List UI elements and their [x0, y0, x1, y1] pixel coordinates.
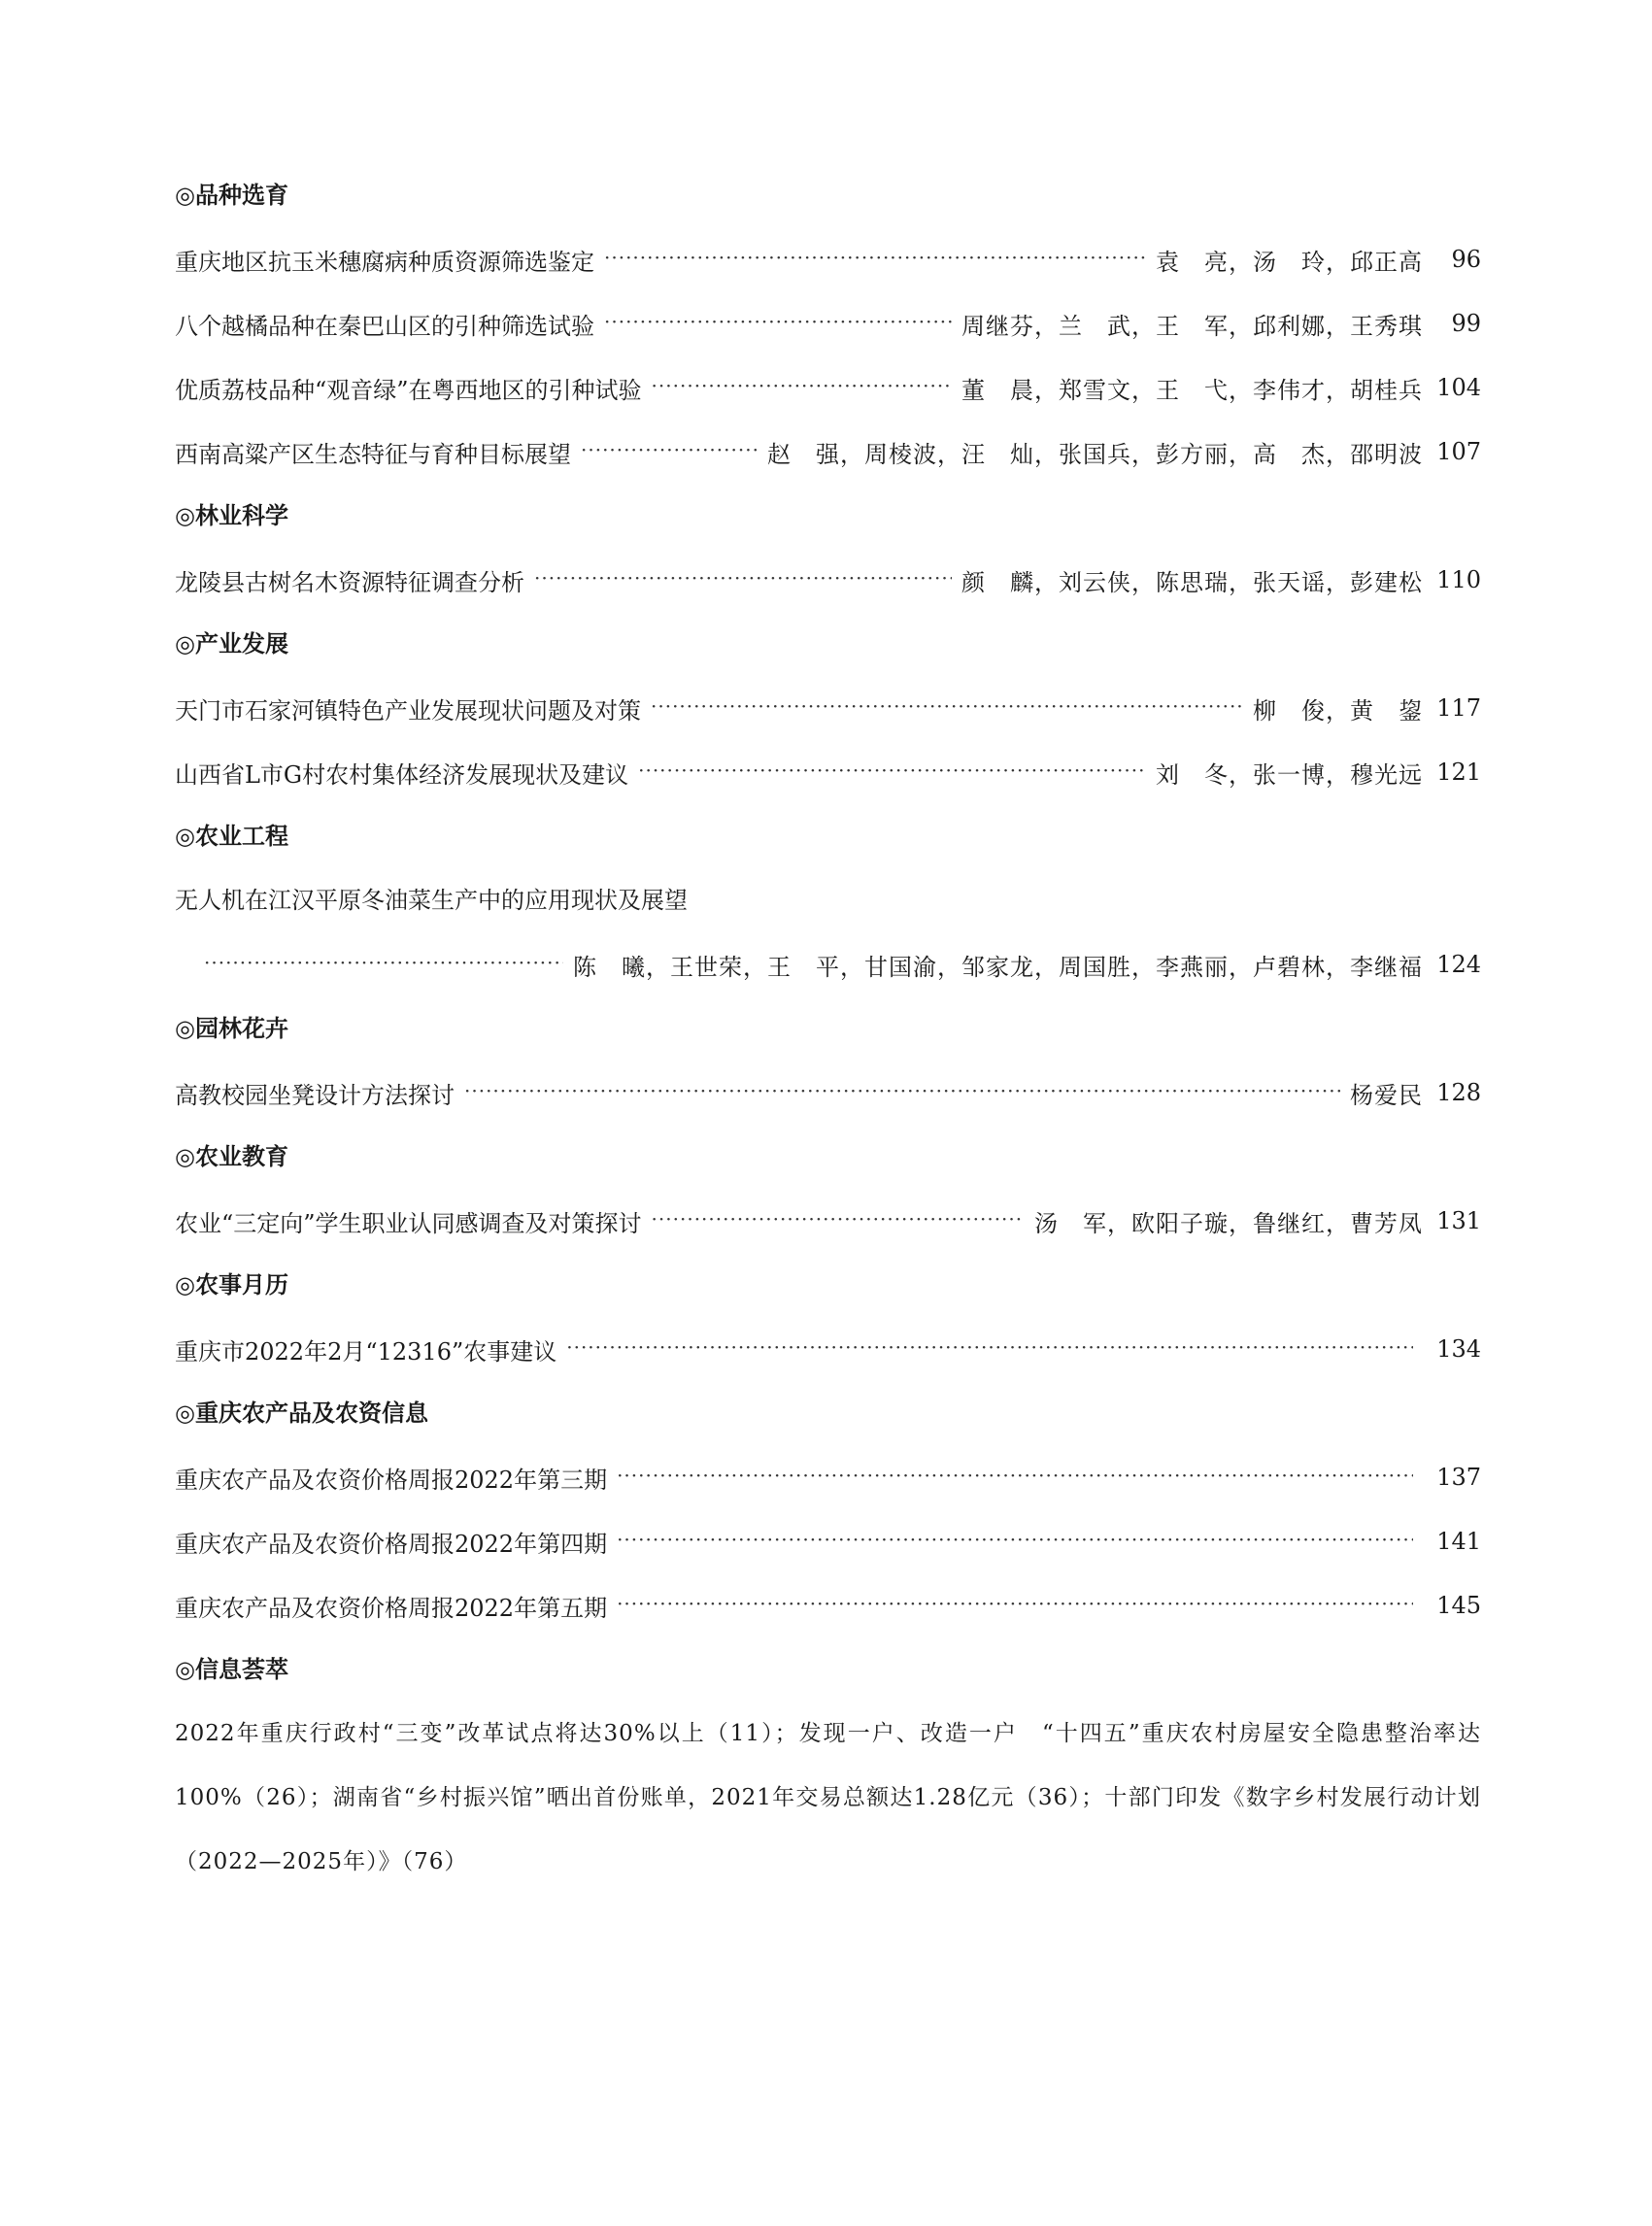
entry-title: 重庆市2022年2月“12316”农事建议 — [175, 1337, 557, 1366]
section-heading-calendar: ◎农事月历 — [175, 1271, 288, 1298]
section-heading-education: ◎农业教育 — [175, 1143, 288, 1170]
dot-leader — [617, 1592, 1413, 1615]
toc-entry[interactable] — [175, 1317, 1481, 1381]
dot-leader — [617, 1528, 1413, 1551]
entry-authors: 周继芬，兰 武，王 军，邱利娜，王秀琪 — [961, 312, 1423, 340]
entry-authors: 袁 亮，汤 玲，邱正高 — [1156, 248, 1423, 276]
toc-entry-continuation[interactable] — [175, 932, 1481, 996]
entry-title: 山西省L市G村农村集体经济发展现状及建议 — [175, 760, 629, 789]
entry-page-number: 145 — [1436, 1592, 1481, 1619]
entry-title: 优质荔枝品种“观音绿”在粤西地区的引种试验 — [175, 376, 642, 404]
section-heading-forestry: ◎林业科学 — [175, 502, 288, 529]
dot-leader — [581, 438, 758, 461]
dot-leader — [651, 694, 1243, 718]
entry-title[interactable]: 无人机在江汉平原冬油菜生产中的应用现状及展望 — [175, 887, 688, 914]
entry-page-number: 121 — [1436, 759, 1481, 786]
entry-title: 八个越橘品种在秦巴山区的引种筛选试验 — [175, 312, 594, 340]
entry-page-number: 128 — [1436, 1079, 1481, 1106]
dot-leader — [652, 374, 952, 397]
entry-title: 龙陵县古树名木资源特征调查分析 — [175, 568, 524, 596]
toc-entry[interactable] — [175, 740, 1481, 804]
toc-entry[interactable] — [175, 1573, 1481, 1637]
entry-page-number: 131 — [1436, 1207, 1481, 1234]
section-heading-engineering: ◎农业工程 — [175, 823, 288, 850]
entry-authors: 赵 强，周棱波，汪 灿，张国兵，彭方丽，高 杰，邵明波 — [767, 440, 1423, 468]
toc-entry[interactable] — [175, 420, 1481, 484]
entry-page-number: 96 — [1451, 246, 1481, 273]
entry-title: 重庆农产品及农资价格周报2022年第四期 — [175, 1530, 608, 1558]
table-of-contents — [175, 163, 1481, 1894]
entry-title: 西南高粱产区生态特征与育种目标展望 — [175, 440, 571, 468]
section-heading-breeding: ◎品种选育 — [175, 182, 288, 209]
toc-entry[interactable] — [175, 1445, 1481, 1509]
entry-title: 农业“三定向”学生职业认同感调查及对策探讨 — [175, 1209, 642, 1237]
entry-authors: 陈 曦，王世荣，王 平，甘国渝，邹家龙，周国胜，李燕丽，卢碧林，李继福 — [573, 953, 1423, 981]
section-heading-news-digest: ◎信息荟萃 — [175, 1656, 288, 1683]
entry-authors: 董 晨，郑雪文，王 弋，李伟才，胡桂兵 — [961, 376, 1423, 404]
entry-title: 重庆农产品及农资价格周报2022年第五期 — [175, 1594, 608, 1622]
dot-leader — [604, 246, 1146, 269]
entry-page-number: 110 — [1436, 566, 1481, 593]
section-heading-landscape: ◎园林花卉 — [175, 1015, 288, 1042]
entry-authors: 柳 俊，黄 鋆 — [1253, 696, 1423, 725]
entry-page-number: 107 — [1436, 438, 1481, 465]
entry-page-number: 117 — [1436, 694, 1481, 722]
dot-leader — [652, 1207, 1025, 1231]
entry-page-number: 137 — [1436, 1464, 1481, 1491]
dot-leader — [464, 1079, 1340, 1102]
toc-entry[interactable] — [175, 355, 1481, 420]
dot-leader — [204, 951, 563, 974]
news-digest-paragraph: 2022年重庆行政村“三变”改革试点将达30%以上（11）；发现一户、改造一户 “十四五”重庆农村房屋安全隐患整治率达100%（26）；湖南省“乡村振兴馆”晒出首份账单，2021年交易总额达1.28亿元（36）；十部门印发《数字乡村发展行动计划（2022—2025年）》（76） — [175, 1721, 1481, 1874]
entry-page-number: 99 — [1451, 310, 1481, 337]
dot-leader — [534, 566, 952, 590]
toc-entry[interactable] — [175, 1509, 1481, 1573]
toc-entry[interactable] — [175, 1189, 1481, 1253]
toc-entry[interactable] — [175, 676, 1481, 740]
entry-page-number: 104 — [1436, 374, 1481, 401]
dot-leader — [617, 1464, 1413, 1487]
entry-title: 天门市石家河镇特色产业发展现状问题及对策 — [175, 696, 641, 725]
dot-leader — [604, 310, 952, 333]
entry-title: 重庆农产品及农资价格周报2022年第三期 — [175, 1466, 608, 1494]
entry-page-number: 124 — [1436, 951, 1481, 978]
dot-leader — [638, 759, 1146, 782]
entry-authors: 杨爱民 — [1350, 1081, 1423, 1109]
dot-leader — [566, 1335, 1413, 1359]
entry-title: 重庆地区抗玉米穗腐病种质资源筛选鉴定 — [175, 248, 594, 276]
toc-entry[interactable] — [175, 291, 1481, 355]
entry-authors: 颜 麟，刘云侠，陈思瑞，张天谣，彭建松 — [961, 568, 1423, 596]
toc-entry[interactable] — [175, 548, 1481, 612]
entry-page-number: 134 — [1436, 1335, 1481, 1363]
entry-page-number: 141 — [1436, 1528, 1481, 1555]
entry-title: 高教校园坐凳设计方法探讨 — [175, 1081, 455, 1109]
toc-entry[interactable] — [175, 1061, 1481, 1125]
entry-authors: 汤 军，欧阳子璇，鲁继红，曹芳凤 — [1034, 1209, 1423, 1237]
entry-authors: 刘 冬，张一博，穆光远 — [1156, 760, 1423, 789]
section-heading-market-info: ◎重庆农产品及农资信息 — [175, 1400, 428, 1427]
toc-entry[interactable] — [175, 227, 1481, 291]
section-heading-industry: ◎产业发展 — [175, 630, 288, 658]
